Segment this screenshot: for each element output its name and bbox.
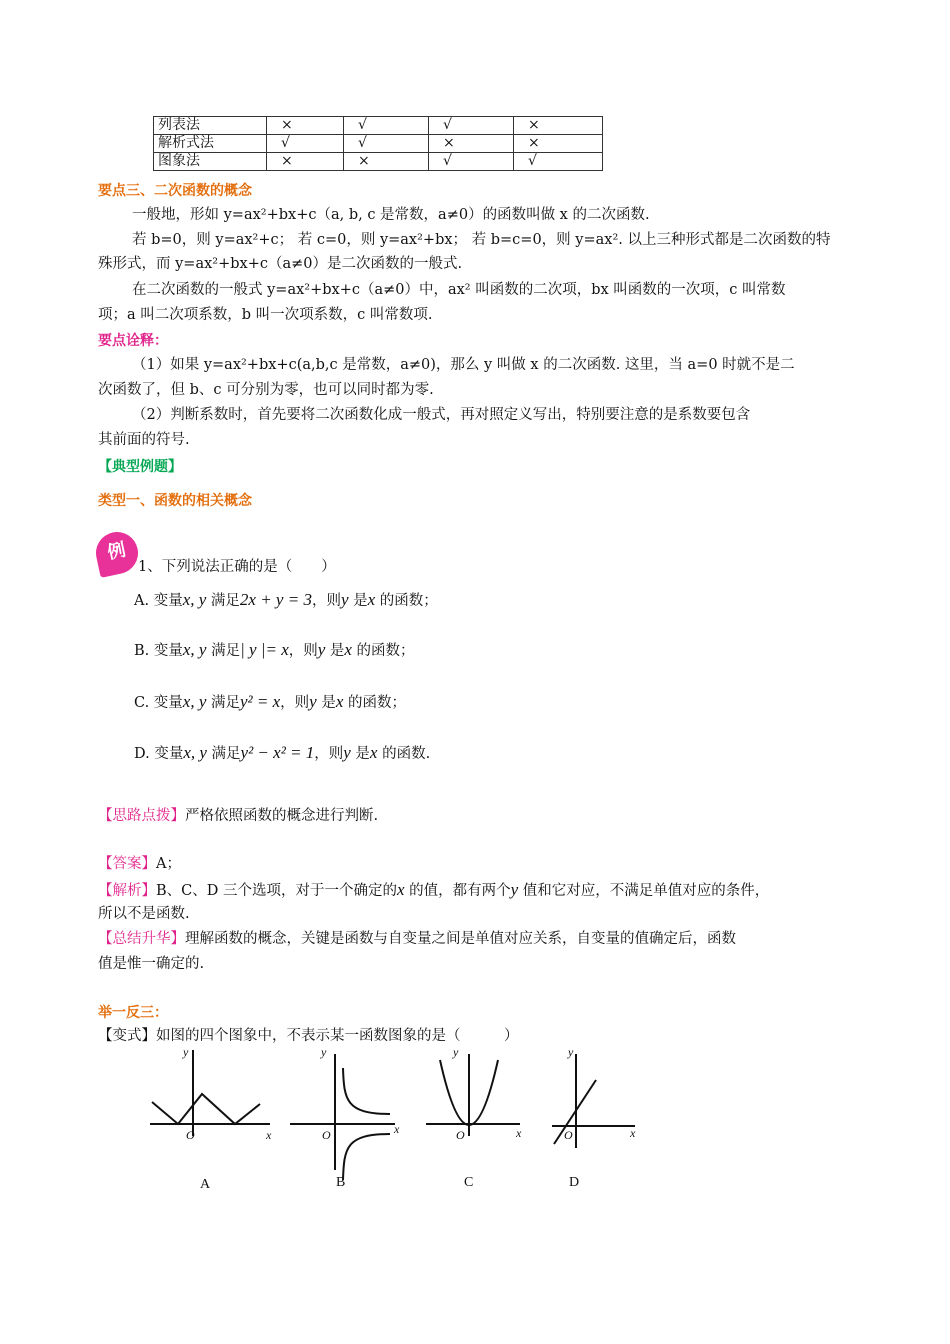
math-var: x: [344, 640, 352, 659]
option-text: 满足: [206, 695, 240, 711]
examples-heading: 【典型例题】: [98, 459, 182, 475]
graph-label-d: D: [569, 1175, 580, 1190]
analysis-line-2: 所以不是函数.: [98, 906, 190, 922]
paragraph: 次函数了，但 b、c 可分别为零，也可以同时都为零.: [98, 382, 434, 398]
option-text: 满足: [206, 746, 241, 762]
math-var: x: [335, 692, 344, 711]
paragraph: 殊形式，而 y=ax²+bx+c（a≠0）是二次函数的一般式.: [98, 256, 463, 272]
analysis-label: 【解析】: [98, 883, 156, 899]
variant-label: 【变式】: [98, 1028, 156, 1044]
option-b: [134, 640, 415, 661]
table-cell: √: [429, 117, 514, 135]
graph-c-x-label: x: [516, 1126, 522, 1140]
table-row: [154, 135, 603, 153]
option-text: 的函数.: [377, 746, 431, 762]
graph-label-b: B: [336, 1175, 346, 1190]
math-expression: | y |= x: [240, 640, 289, 659]
option-text: 满足: [206, 643, 241, 659]
summary-label: 【总结升华】: [98, 931, 185, 947]
option-a: [134, 590, 438, 611]
option-text: D. 变量: [134, 746, 184, 762]
table-cell: ×: [267, 153, 344, 171]
graph-a-curve: [152, 1094, 260, 1124]
graph-b-curve-upper: [343, 1068, 390, 1114]
math-vars: x, y: [182, 590, 207, 609]
example-badge: 例: [92, 528, 142, 578]
question-stem: 1、下列说法正确的是（ ）: [138, 559, 336, 575]
summary-line-2: 值是惟一确定的.: [98, 956, 205, 972]
math-expression: 2x + y = 3: [239, 590, 312, 609]
math-vars: x, y: [182, 640, 207, 659]
analysis-text: 值和它对应，不满足单值对应的条件，: [518, 883, 770, 899]
option-text: ，则: [288, 643, 318, 659]
table-cell: √: [267, 135, 344, 153]
summary-text: 理解函数的概念，关键是函数与自变量之间是单值对应关系，自变量的值确定后，函数: [185, 931, 736, 947]
analysis-text: B、C、D 三个选项，对于一个确定的: [156, 883, 397, 899]
math-var: y: [317, 640, 326, 659]
practice-heading: 举一反三：: [98, 1005, 168, 1021]
paragraph: （1）如果 y=ax²+bx+c(a,b,c 是常数，a≠0)，那么 y 叫做 x 的二次函数. 这里，当 a=0 时就不是二: [132, 357, 795, 373]
graph-b-curve-lower: [343, 1134, 390, 1180]
option-c: [134, 692, 406, 713]
option-text: 是: [316, 695, 336, 711]
table-cell: √: [429, 153, 514, 171]
graph-b-origin: O: [322, 1128, 331, 1142]
math-expression: y² = x: [240, 692, 281, 711]
graph-d-origin: O: [564, 1128, 573, 1142]
table-cell: 列表法: [154, 117, 267, 135]
option-text: ，则: [280, 695, 310, 711]
type-heading: 类型一、函数的相关概念: [98, 493, 252, 509]
graph-d-x-label: x: [630, 1126, 636, 1140]
graph-b-x-label: x: [394, 1122, 400, 1136]
table-row: [154, 117, 603, 135]
math-var: y: [340, 590, 349, 609]
answer-label: 【答案】: [98, 856, 156, 872]
option-d: [134, 743, 430, 764]
graph-label-a: A: [200, 1177, 211, 1192]
hint-label: 【思路点拨】: [98, 808, 185, 824]
table-cell: ×: [514, 135, 603, 153]
option-text: 的函数；: [351, 643, 415, 659]
math-var: y: [309, 692, 317, 711]
option-text: C. 变量: [134, 695, 183, 711]
math-vars: x, y: [182, 692, 207, 711]
option-text: 是: [348, 593, 368, 609]
answer-text: A；: [156, 856, 181, 872]
table-cell: ×: [429, 135, 514, 153]
paragraph: （2）判断系数时，首先要将二次函数化成一般式，再对照定义写出，特别要注意的是系数要包含: [132, 407, 751, 423]
math-var: y: [510, 880, 519, 899]
hint-text: 严格依照函数的概念进行判断.: [185, 808, 379, 824]
option-text: 的函数；: [375, 593, 438, 609]
notes-heading: 要点诠释：: [98, 333, 168, 349]
graph-a-y-label: y: [183, 1045, 189, 1059]
paragraph: 在二次函数的一般式 y=ax²+bx+c（a≠0）中，ax² 叫函数的二次项，bx 叫函数的一次项，c 叫常数: [132, 282, 786, 298]
option-text: B. 变量: [134, 643, 183, 659]
option-text: 的函数；: [343, 695, 406, 711]
graph-d-y-label: y: [568, 1045, 574, 1059]
paragraph: 一般地，形如 y=ax²+bx+c（a, b, c 是常数，a≠0）的函数叫做 x 的二次函数.: [132, 207, 650, 223]
option-text: 满足: [206, 593, 240, 609]
representation-table: [153, 116, 603, 171]
math-vars: x, y: [183, 743, 207, 762]
paragraph: 若 b=0，则 y=ax²+c； 若 c=0，则 y=ax²+bx； 若 b=c=0，则 y=ax². 以上三种形式都是二次函数的特: [132, 232, 831, 248]
graph-a-x-label: x: [266, 1128, 272, 1142]
option-text: A. 变量: [134, 593, 183, 609]
table-cell: ×: [267, 117, 344, 135]
function-graphs: [140, 1040, 660, 1200]
option-text: 是: [325, 643, 345, 659]
variant-text: 如图的四个图象中，不表示某一函数图象的是（ ）: [156, 1028, 519, 1044]
section-heading: 要点三、二次函数的概念: [98, 183, 252, 199]
paragraph: 其前面的符号.: [98, 432, 190, 448]
graph-c-y-label: y: [453, 1045, 459, 1059]
math-expression: y² − x² = 1: [240, 743, 315, 762]
paragraph: 项；a 叫二次项系数，b 叫一次项系数，c 叫常数项.: [98, 307, 433, 323]
table-cell: √: [514, 153, 603, 171]
answer-line: [98, 854, 181, 874]
table-row: [154, 153, 603, 171]
option-text: 是: [350, 746, 370, 762]
option-text: ，则: [314, 746, 344, 762]
option-text: ，则: [311, 593, 341, 609]
math-var: x: [369, 743, 378, 762]
table-cell: √: [344, 135, 429, 153]
math-var: x: [396, 880, 405, 899]
hint-line: [98, 806, 378, 826]
math-var: x: [367, 590, 376, 609]
analysis-line: [98, 880, 769, 901]
table-cell: ×: [514, 117, 603, 135]
table-cell: ×: [344, 153, 429, 171]
table-cell: √: [344, 117, 429, 135]
graph-label-c: C: [464, 1175, 474, 1190]
table-cell: 图象法: [154, 153, 267, 171]
graph-c-origin: O: [456, 1128, 465, 1142]
summary-line: [98, 929, 736, 949]
graph-a-origin: O: [186, 1128, 195, 1142]
analysis-text: 的值，都有两个: [404, 883, 511, 899]
table-cell: 解析式法: [154, 135, 267, 153]
graph-b-y-label: y: [321, 1045, 327, 1059]
math-var: y: [343, 743, 351, 762]
